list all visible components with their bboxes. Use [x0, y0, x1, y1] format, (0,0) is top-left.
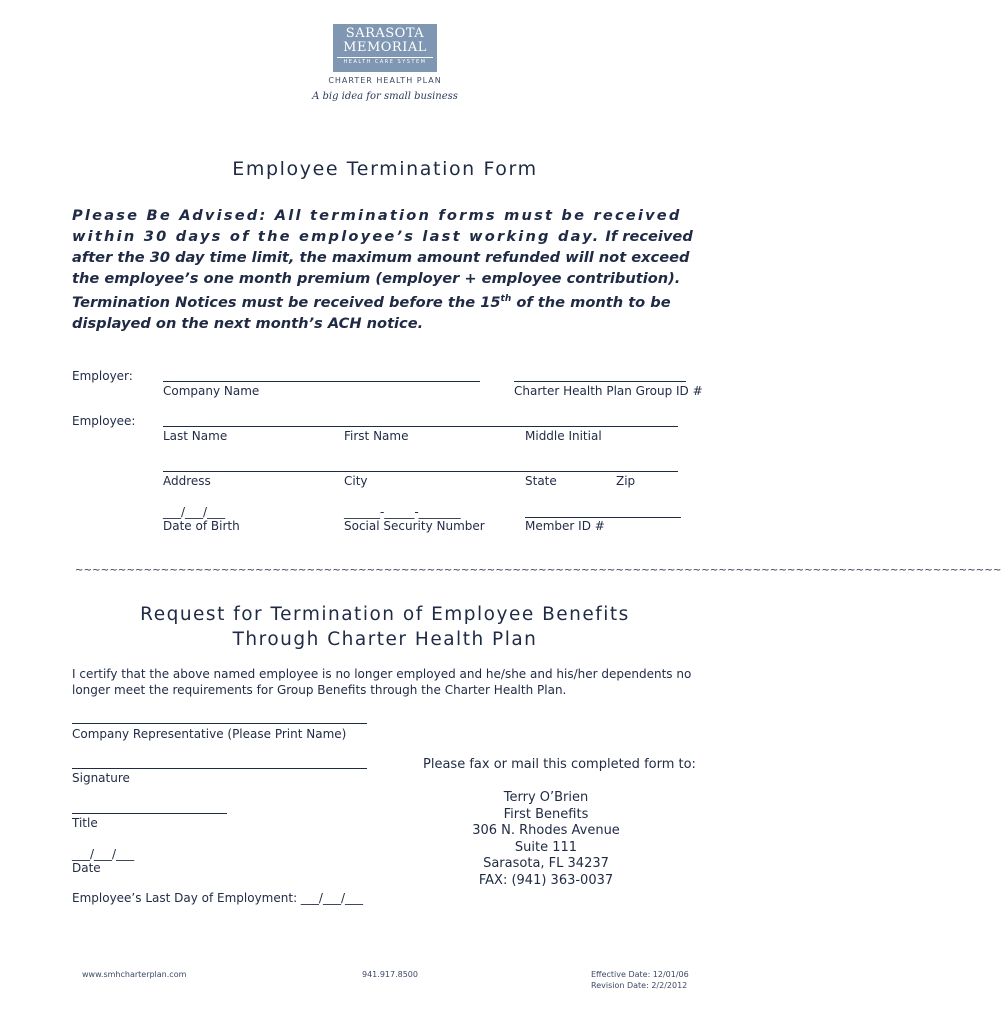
- footer-revision-date: Revision Date: 2/2/2012: [591, 981, 688, 990]
- state-caption: State: [525, 474, 557, 488]
- request-title-line-2: Through Charter Health Plan: [232, 629, 538, 650]
- form-title: Employee Termination Form: [232, 158, 538, 180]
- company-rep-field[interactable]: [72, 723, 367, 724]
- footer-website: www.smhcharterplan.com: [82, 970, 187, 979]
- city-caption: City: [344, 474, 368, 488]
- footer-effective-date: Effective Date: 12/01/06: [591, 970, 689, 979]
- contact-suite: Suite 111: [514, 839, 578, 855]
- tilde-divider: ~~~~~~~~~~~~~~~~~~~~~~~~~~~~~~~~~~~~~~~~~~~~~~~~~~~~~~~~~~~~~~~~~~~~~~~~~~~~~~~~~~~~~~~~~~~~~~~~~~~~~~~~~~~~: [75, 565, 1002, 576]
- certification-text: I certify that the above named employee is no longer employed and he/she and his/her dependents no longer meet the requirements for Group Benefits through the Charter Health Plan.: [72, 667, 692, 697]
- title-caption: Title: [72, 816, 98, 830]
- employee-name-field[interactable]: [163, 426, 678, 427]
- request-title: [0, 602, 770, 652]
- tagline: A big idea for small business: [312, 91, 458, 102]
- date-field[interactable]: ___/___/___: [72, 847, 135, 861]
- employee-label: Employee:: [72, 414, 136, 428]
- contact-company: First Benefits: [503, 806, 589, 822]
- group-id-field[interactable]: [514, 381, 686, 382]
- zip-caption: Zip: [616, 474, 636, 488]
- company-name-caption: Company Name: [163, 384, 260, 398]
- notice-end: of the month to be displayed on the next month’s ACH notice.: [72, 293, 671, 332]
- member-id-caption: Member ID #: [525, 519, 605, 533]
- request-title-line-1: Request for Termination of Employee Benefits: [140, 604, 630, 625]
- logo-line-2: MEMORIAL: [343, 40, 427, 55]
- title-field[interactable]: [72, 813, 227, 814]
- notice-superscript: th: [500, 294, 512, 304]
- notice-rest: If received after the 30 day time limit, the maximum amount refunded will not exceed the employee’s one month premium (employer + employee contribution). Termination Notices must be received before the 15: [72, 228, 693, 311]
- first-name-caption: First Name: [344, 429, 409, 443]
- logo-line-1: SARASOTA: [345, 26, 425, 41]
- mailing-address: [466, 790, 626, 890]
- sarasota-memorial-logo: [333, 24, 437, 72]
- contact-street: 306 N. Rhodes Avenue: [472, 823, 620, 839]
- notice-spaced: Please Be Advised: All termination forms must be received within 30 days of the employee’s last working day.: [72, 207, 682, 245]
- signature-field[interactable]: [72, 768, 367, 769]
- signature-caption: Signature: [72, 771, 130, 785]
- company-name-field[interactable]: [163, 381, 480, 382]
- dob-caption: Date of Birth: [163, 519, 240, 533]
- member-id-field[interactable]: [525, 517, 681, 518]
- last-name-caption: Last Name: [163, 429, 228, 443]
- fax-mail-heading: Please fax or mail this completed form to:: [423, 757, 696, 772]
- middle-initial-caption: Middle Initial: [525, 429, 602, 443]
- charter-health-plan-label: CHARTER HEALTH PLAN: [328, 76, 442, 85]
- termination-notice: [72, 205, 712, 334]
- address-caption: Address: [163, 474, 211, 488]
- contact-name: Terry O’Brien: [503, 790, 589, 805]
- employer-label: Employer:: [72, 369, 133, 383]
- company-rep-caption: Company Representative (Please Print Name): [72, 727, 347, 741]
- contact-city: Sarasota, FL 34237: [483, 856, 609, 872]
- logo-line-3: HEALTH CARE SYSTEM: [337, 57, 433, 66]
- address-field[interactable]: [163, 471, 678, 472]
- contact-fax: FAX: (941) 363-0037: [478, 872, 614, 888]
- date-caption: Date: [72, 861, 101, 875]
- ssn-caption: Social Security Number: [344, 519, 485, 533]
- footer-phone: 941.917.8500: [362, 970, 418, 979]
- ssn-field[interactable]: ______-_____-_______: [344, 505, 461, 519]
- group-id-caption: Charter Health Plan Group ID #: [514, 384, 703, 398]
- dob-field[interactable]: ___/___/___: [163, 505, 226, 519]
- last-day-of-employment[interactable]: Employee’s Last Day of Employment: ___/___/___: [72, 891, 364, 905]
